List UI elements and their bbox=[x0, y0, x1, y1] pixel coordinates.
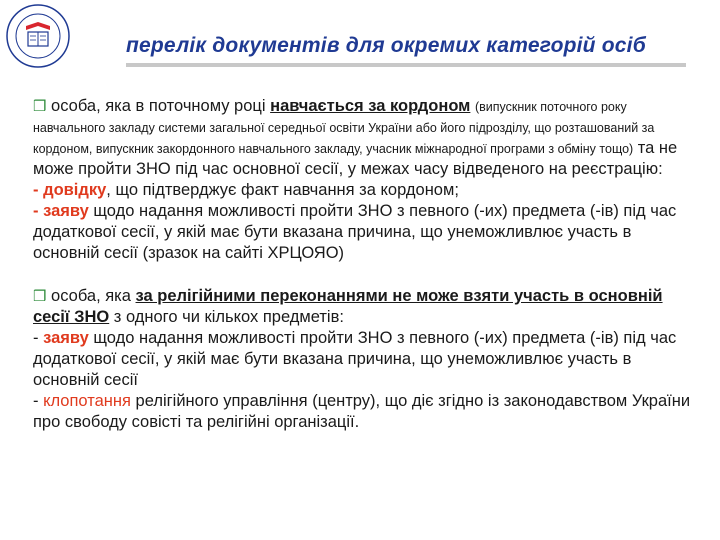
section1-lead: особа, яка в поточному році bbox=[51, 97, 271, 115]
section2-lead: особа, яка bbox=[51, 287, 136, 305]
section1-note: (випускник поточного року навчального закладу системи загальної середньої освіти України або його підрозділу, що розташований за кордоном, випускник закордонного навчального закладу, учасник міжнародної програми з обміну тощо) bbox=[33, 100, 655, 156]
section2-lead-emphasis: за релігійними переконаннями не може взяти участь в основній сесії ЗНО bbox=[33, 287, 663, 326]
section1-lead-emphasis: навчається за кордоном bbox=[270, 97, 471, 115]
section1-item-certificate: - довідку, що підтверджує факт навчання за кордоном; bbox=[33, 181, 459, 199]
certificate-keyword: довідку bbox=[43, 181, 107, 199]
section2-lead-rest: з одного чи кількох предметів: bbox=[109, 308, 344, 326]
page-title: перелік документів для окремих категорій осіб bbox=[126, 34, 646, 57]
section2-item-petition: - клопотання релігійного управління (центру), що діє згідно із законодавством України про свободу совісті та релігійні організації. bbox=[33, 392, 691, 431]
section-religious-beliefs bbox=[33, 286, 698, 433]
application-keyword: заяву bbox=[43, 202, 89, 220]
petition-keyword: клопотання bbox=[43, 392, 131, 410]
document-body bbox=[33, 96, 698, 433]
application-keyword: заяву bbox=[43, 329, 89, 347]
bullet-icon: ❒ bbox=[33, 288, 47, 305]
section1-item-application: - заяву щодо надання можливості пройти ЗНО з певного (-их) предмета (-ів) під час додаткової сесії, у якій має бути вказана причина, що унеможливлює участь в основній сесії (зразок на сайті ХРЦОЯО) bbox=[33, 202, 677, 262]
section1-continuation: та не може пройти ЗНО під час основної сесії, у межах часу відведеного на реєстрацію: bbox=[33, 139, 678, 178]
logo-icon bbox=[4, 2, 72, 70]
bullet-icon: ❒ bbox=[33, 98, 47, 115]
section-study-abroad bbox=[33, 96, 698, 264]
section2-item-application: - заяву щодо надання можливості пройти ЗНО з певного (-их) предмета (-ів) під час додаткової сесії, у якій має бути вказана причина, що унеможливлює участь в основній сесії bbox=[33, 329, 677, 389]
title-divider bbox=[126, 63, 686, 67]
